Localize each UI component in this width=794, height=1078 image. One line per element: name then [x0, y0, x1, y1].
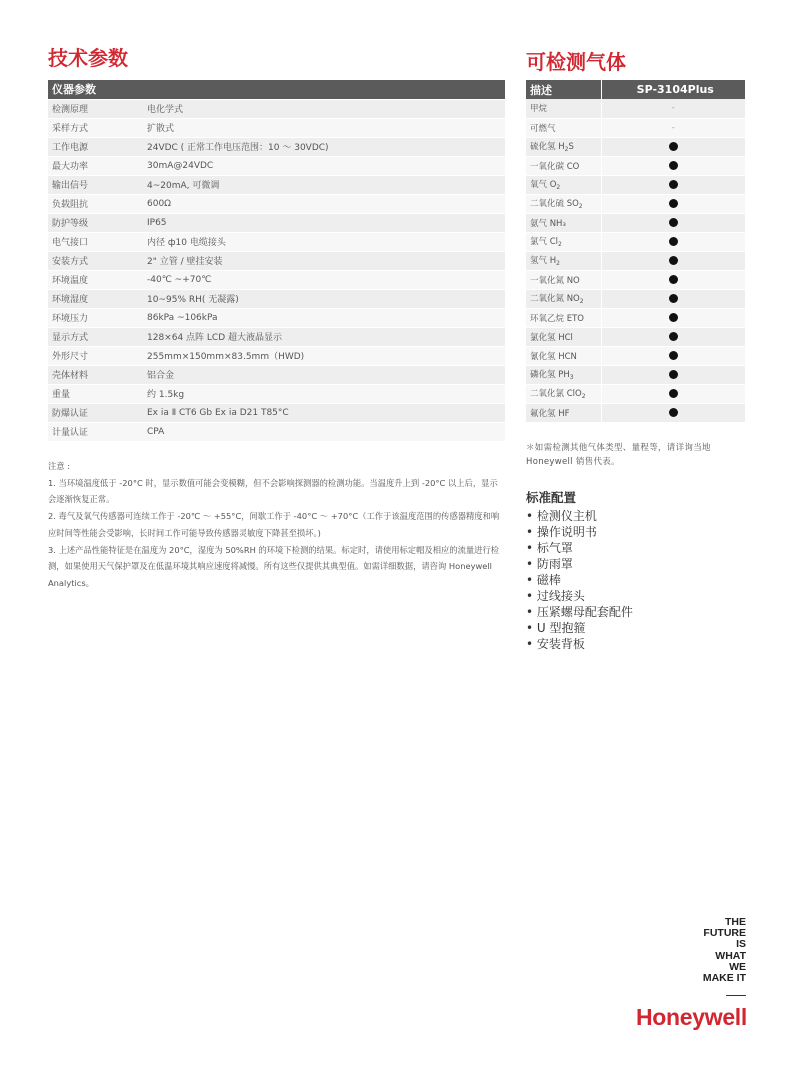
- spec-value: 内径 ф10 电缆接头: [143, 232, 505, 251]
- spec-value: IP65: [143, 213, 505, 232]
- gas-row: [526, 156, 745, 175]
- gas-row: [526, 118, 745, 137]
- gas-name-text: 一氧化碳 CO: [530, 161, 580, 172]
- spec-value: 30mA@24VDC: [143, 156, 505, 175]
- supported-mark: [601, 194, 745, 213]
- spec-value: 86kPa ~106kPa: [143, 308, 505, 327]
- gas-row: [526, 270, 745, 289]
- slogan-line: WE: [729, 960, 746, 973]
- filled-circle-icon: [669, 294, 678, 303]
- spec-key: 壳体材料: [48, 365, 143, 384]
- gas-col-desc: 描述: [526, 80, 601, 99]
- spec-table: [48, 80, 505, 442]
- gas-row: [526, 175, 745, 194]
- supported-mark: [601, 308, 745, 327]
- filled-circle-icon: [669, 161, 678, 170]
- filled-circle-icon: [669, 180, 678, 189]
- gas-suffix: S: [568, 142, 574, 152]
- spec-key: 防护等级: [48, 213, 143, 232]
- spec-row: [48, 384, 505, 403]
- note-item: 3. 上述产品性能特征是在温度为 20°C，湿度为 50%RH 的环境下检测的结果。标定时，请使用标定帽及相应的流量进行检测，如果使用天气保护罩及在低温环境其响应速度将减慢。所有这些仅提供其典型值。如需详细数据，请咨询 Honeywell Analytics。: [48, 544, 500, 588]
- gas-name-text: 氢气 H: [530, 256, 557, 266]
- gas-note: ＊如需检测其他气体类型、量程等，请详询当地 Honeywell 销售代表。: [526, 443, 711, 467]
- gas-row: [526, 289, 745, 308]
- gas-name: [526, 270, 601, 289]
- dash-mark: -: [671, 103, 675, 113]
- filled-circle-icon: [669, 256, 678, 265]
- gas-subscript: 2: [564, 146, 569, 153]
- supported-mark: [601, 346, 745, 365]
- gas-col-model: SP-3104Plus: [601, 80, 745, 99]
- slogan-line: WHAT: [715, 949, 746, 962]
- spec-value: 约 1.5kg: [143, 384, 505, 403]
- gas-name-text: 氨气 NH₃: [530, 218, 566, 229]
- slogan-line: FUTURE: [703, 927, 746, 940]
- spec-key: 环境压力: [48, 308, 143, 327]
- spec-key: 负载阻抗: [48, 194, 143, 213]
- notes: [48, 458, 500, 592]
- slogan-line: MAKE IT: [702, 972, 746, 985]
- spec-value: 24VDC ( 正常工作电压范围：10 ～ 30VDC): [143, 137, 505, 156]
- gas-subscript: 2: [558, 241, 562, 248]
- slogan-line: THE: [725, 916, 746, 928]
- supported-mark: [601, 384, 745, 403]
- filled-circle-icon: [669, 313, 678, 322]
- standard-config-item: • 检测仪主机: [526, 508, 633, 524]
- gas-name: [526, 346, 601, 365]
- gas-subscript: 2: [556, 260, 560, 267]
- spec-row: [48, 422, 505, 441]
- gas-table: [526, 80, 745, 423]
- gas-row: [526, 327, 745, 346]
- spec-key: 环境湿度: [48, 289, 143, 308]
- standard-config-list: [526, 508, 633, 652]
- spec-value: 4~20mA, 可微调: [143, 175, 505, 194]
- gas-name-text: 氯化氢 HCl: [530, 332, 573, 343]
- gas-row: [526, 137, 745, 156]
- spec-key: 安装方式: [48, 251, 143, 270]
- supported-mark: [601, 327, 745, 346]
- spec-value: 128×64 点阵 LCD 超大液晶显示: [143, 327, 505, 346]
- supported-mark: [601, 251, 745, 270]
- spec-key: 外形尺寸: [48, 346, 143, 365]
- gas-name-text: 甲烷: [530, 104, 548, 115]
- filled-circle-icon: [669, 142, 678, 151]
- gas-name: [526, 403, 601, 422]
- gas-row: [526, 251, 745, 270]
- gas-name: [526, 327, 601, 346]
- gas-row: [526, 194, 745, 213]
- gas-name-text: 氧气 O: [530, 180, 557, 190]
- standard-config-item: • 安装背板: [526, 636, 633, 652]
- supported-mark: [601, 270, 745, 289]
- gas-row: [526, 232, 745, 251]
- gas-name: [526, 384, 601, 403]
- spec-key: 采样方式: [48, 118, 143, 137]
- gas-name-text: 环氧乙烷 ETO: [530, 313, 584, 324]
- spec-value: 255mm×150mm×83.5mm（HWD): [143, 346, 505, 365]
- gas-name-text: 磷化氢 PH: [530, 370, 570, 380]
- gas-name: [526, 194, 601, 213]
- gas-subscript: 2: [581, 393, 586, 400]
- gas-name: [526, 99, 601, 118]
- spec-row: [48, 137, 505, 156]
- slogan: [703, 917, 746, 984]
- spec-row: [48, 365, 505, 384]
- note-item: 1. 当环境温度低于 -20°C 时，显示数值可能会变模糊，但不会影响探测器的检测功能。当温度升上到 -20°C 以上后，显示会逐渐恢复正常。: [48, 477, 498, 505]
- filled-circle-icon: [669, 332, 678, 341]
- spec-row: [48, 99, 505, 118]
- spec-value: 2" 立管 / 壁挂安装: [143, 251, 505, 270]
- gas-name: [526, 365, 601, 384]
- gas-name-text: 可燃气: [530, 123, 556, 134]
- gas-row: [526, 346, 745, 365]
- gas-row: [526, 308, 745, 327]
- gas-name: [526, 232, 601, 251]
- gas-row: [526, 99, 745, 118]
- not-supported-mark: [601, 99, 745, 118]
- filled-circle-icon: [669, 389, 678, 398]
- spec-row: [48, 403, 505, 422]
- gas-subscript: 3: [569, 374, 574, 381]
- spec-key: 工作电源: [48, 137, 143, 156]
- gas-name: [526, 175, 601, 194]
- spec-value: 铝合金: [143, 365, 505, 384]
- supported-mark: [601, 175, 745, 194]
- spec-key: 计量认证: [48, 422, 143, 441]
- gas-subscript: 2: [578, 203, 583, 210]
- standard-config-item: • 防雨罩: [526, 556, 633, 572]
- spec-value: 10~95% RH( 无凝露): [143, 289, 505, 308]
- gas-row: [526, 403, 745, 422]
- filled-circle-icon: [669, 199, 678, 208]
- spec-row: [48, 175, 505, 194]
- standard-config-title: 标准配置: [526, 490, 577, 505]
- section-title-specs: 技术参数: [48, 46, 128, 70]
- standard-config-item: • 压紧螺母配套配件: [526, 604, 633, 620]
- spec-key: 显示方式: [48, 327, 143, 346]
- note-item: 2. 毒气及氧气传感器可连续工作于 -20℃ ～ +55°C，间歇工作于 -40°C ～ +70°C（工作于该温度范围的传感器精度和响应时间等性能会受影响，长时间工作可能导致传感器灵敏度下降甚至损坏。): [48, 511, 500, 538]
- gas-name-text: 二氧化氮 NO: [530, 294, 580, 304]
- gas-subscript: 2: [556, 184, 561, 191]
- filled-circle-icon: [669, 275, 678, 284]
- filled-circle-icon: [669, 218, 678, 227]
- gas-name: [526, 251, 601, 270]
- standard-config-item: • U 型抱箍: [526, 620, 633, 636]
- spec-value: 电化学式: [143, 99, 505, 118]
- gas-name: [526, 137, 601, 156]
- gas-name: [526, 118, 601, 137]
- gas-row: [526, 384, 745, 403]
- spec-key: 输出信号: [48, 175, 143, 194]
- spec-row: [48, 251, 505, 270]
- spec-value: Ex ia Ⅱ CT6 Gb Ex ia D21 T85°C: [143, 403, 505, 422]
- spec-value: -40℃ ~+70℃: [143, 270, 505, 289]
- gas-name-text: 一氧化氮 NO: [530, 275, 580, 286]
- supported-mark: [601, 156, 745, 175]
- gas-row: [526, 365, 745, 384]
- spec-row: [48, 213, 505, 232]
- supported-mark: [601, 289, 745, 308]
- spec-row: [48, 232, 505, 251]
- spec-value: CPA: [143, 422, 505, 441]
- spec-row: [48, 194, 505, 213]
- supported-mark: [601, 213, 745, 232]
- filled-circle-icon: [669, 408, 678, 417]
- gas-name-text: 氰化氢 HCN: [530, 351, 577, 362]
- gas-name-text: 氟化氢 HF: [530, 408, 570, 419]
- spec-key: 环境温度: [48, 270, 143, 289]
- spec-row: [48, 156, 505, 175]
- spec-key: 检测原理: [48, 99, 143, 118]
- gas-name: [526, 213, 601, 232]
- gas-name-text: 二氧化硫 SO: [530, 199, 579, 209]
- spec-row: [48, 118, 505, 137]
- standard-config-item: • 过线接头: [526, 588, 633, 604]
- notes-heading: 注意 :: [48, 461, 71, 471]
- supported-mark: [601, 403, 745, 422]
- spec-row: [48, 270, 505, 289]
- spec-row: [48, 346, 505, 365]
- slogan-line: IS: [736, 938, 746, 951]
- spec-table-header: 仪器参数: [48, 80, 505, 99]
- gas-name: [526, 308, 601, 327]
- filled-circle-icon: [669, 351, 678, 360]
- standard-config-item: • 磁棒: [526, 572, 633, 588]
- spec-key: 防爆认证: [48, 403, 143, 422]
- filled-circle-icon: [669, 370, 678, 379]
- standard-config-item: • 操作说明书: [526, 524, 633, 540]
- supported-mark: [601, 232, 745, 251]
- spec-row: [48, 289, 505, 308]
- supported-mark: [601, 137, 745, 156]
- spec-key: 最大功率: [48, 156, 143, 175]
- spec-key: 重量: [48, 384, 143, 403]
- spec-key: 电气接口: [48, 232, 143, 251]
- gas-name: [526, 289, 601, 308]
- gas-subscript: 2: [579, 298, 584, 305]
- gas-name-text: 氯气 Cl: [530, 237, 558, 247]
- spec-row: [48, 308, 505, 327]
- gas-name-text: 硫化氢 H: [530, 142, 565, 152]
- dash-mark: -: [671, 122, 675, 132]
- spec-value: 600Ω: [143, 194, 505, 213]
- gas-name-text: 二氧化氯 ClO: [530, 389, 582, 399]
- section-title-gases: 可检测气体: [526, 50, 626, 74]
- slogan-divider: [726, 995, 746, 996]
- supported-mark: [601, 365, 745, 384]
- standard-config-item: • 标气罩: [526, 540, 633, 556]
- honeywell-logo: Honeywell: [635, 1004, 747, 1030]
- spec-row: [48, 327, 505, 346]
- not-supported-mark: [601, 118, 745, 137]
- gas-row: [526, 213, 745, 232]
- gas-name: [526, 156, 601, 175]
- filled-circle-icon: [669, 237, 678, 246]
- spec-value: 扩散式: [143, 118, 505, 137]
